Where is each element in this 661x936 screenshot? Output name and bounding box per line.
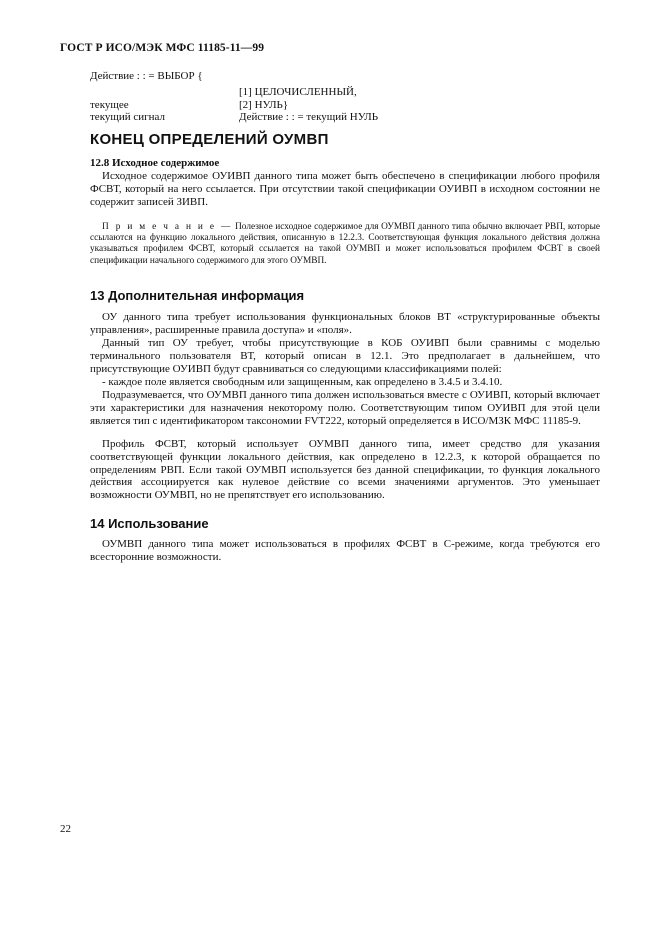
section-13-paragraph-2 [90, 337, 600, 375]
code-line-signal-label: текущий сигнал [90, 111, 166, 123]
note-label: П р и м е ч а н и е — [102, 222, 233, 232]
code-line-current-label: текущее [90, 99, 129, 111]
subsection-12-8-paragraph [90, 170, 600, 208]
code-line-integer: [1] ЦЕЛОЧИСЛЕННЫЙ, [239, 86, 357, 98]
section-13-paragraph-1 [90, 311, 600, 337]
subsection-12-8-heading: 12.8 Исходное содержимое [90, 157, 220, 169]
code-line-choice: Действие : : = ВЫБОР { [90, 70, 203, 82]
page-number: 22 [60, 823, 71, 835]
section-13-paragraph-4 [90, 389, 600, 427]
section-13-heading: 13 Дополнительная информация [90, 288, 305, 303]
code-line-action-null: Действие : : = текущий НУЛЬ [239, 111, 379, 123]
section-13-p1-text: ОУ данного типа требует использования функциональных блоков ВТ «структурированные объекты управления», расширенные правила доступа» и «поля». [90, 311, 600, 336]
section-14-paragraph-1 [90, 538, 600, 564]
end-of-definitions-title: КОНЕЦ ОПРЕДЕЛЕНИЙ ОУМВП [90, 131, 329, 148]
section-13-p4-text: Подразумевается, что ОУМВП данного типа должен использоваться вместе с ОУИВП, который включает эти характеристики для назначения некоторому полю. Соответствующим типом ОУИВП для этой цели является тип с идентификатором таксономии FVT222, который определяется в ИСО/МЗК МФС 11185-9. [90, 389, 600, 427]
section-14-heading: 14 Использование [90, 516, 209, 531]
running-header: ГОСТ Р ИСО/МЭК МФС 11185-11—99 [60, 42, 265, 54]
note-text: Полезное исходное содержимое для ОУМВП данного типа обычно включает РВП, которые ссылаются на функцию локального действия, описанную в 12.2.3. Соответствующая функция локального действия должна указываться профилем ФСВТ, который ссылается на такой ОУМВП и может использоваться профилем ФСВТ в своей спецификации начального содержимого для этого ОУМВП. [90, 222, 600, 266]
section-13-p2-text: Данный тип ОУ требует, чтобы присутствующие в КОБ ОУИВП были сравнимы с моделью терминального пользователя ВТ, который описан в 12.1. Это предполагает в дальнейшем, что присутствующие ОУИВП будут сравниваться со следующими классификациями полей: [90, 337, 600, 375]
section-13-p3-text: - каждое поле является свободным или защищенным, как определено в 3.4.5 и 3.4.10. [102, 376, 503, 388]
section-13-list-item [90, 376, 600, 389]
section-14-p1-text: ОУМВП данного типа может использоваться в профилях ФСВТ в С-режиме, когда требуются его всесторонние возможности. [90, 538, 600, 563]
subsection-12-8-text: Исходное содержимое ОУИВП данного типа может быть обеспечено в спецификации любого профиля ФСВТ, который на него ссылается. При отсутствии такой спецификации ОУИВП в исходном состоянии не содержит записей ЗИВП. [90, 170, 600, 208]
note-paragraph [90, 222, 600, 267]
section-13-paragraph-5 [90, 438, 600, 502]
section-13-p5-text: Профиль ФСВТ, который использует ОУМВП данного типа, имеет средство для указания соответствующей функции локального действия, как определено в 12.2.3, к которой обращается по определениям РВП. Если такой ОУМВП используется без данной спецификации, то функция локального действия ассоциируется как нулевое действие со всеми значениями аргументов. Это уменьшает возможности ОУМВП, но не препятствует его использованию. [90, 438, 600, 502]
code-line-null: [2] НУЛЬ} [239, 99, 289, 111]
